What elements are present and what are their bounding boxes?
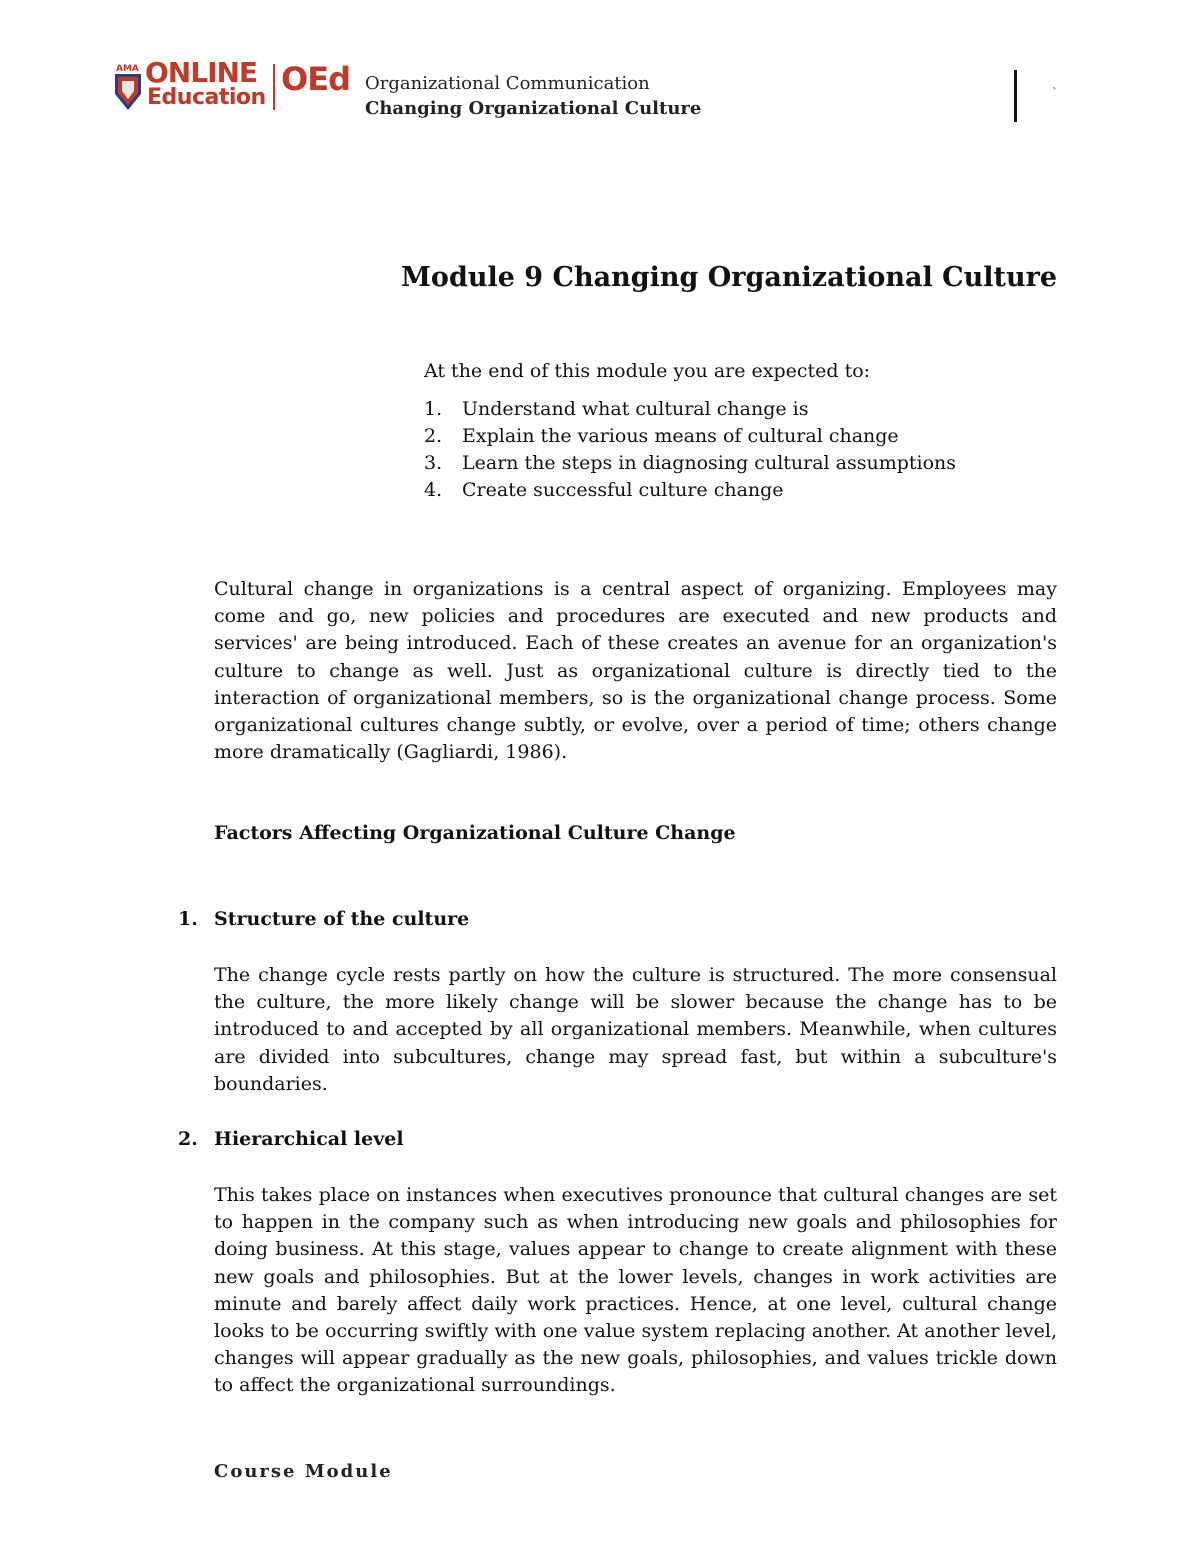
factors-heading: Factors Affecting Organizational Culture Change	[214, 822, 736, 844]
section-heading-structure	[178, 908, 469, 930]
list-item	[424, 450, 956, 477]
list-item-number: 3.	[424, 452, 443, 474]
online-education-logo	[113, 58, 353, 116]
objectives-intro: At the end of this module you are expected to:	[424, 360, 871, 382]
list-item-text: Explain the various means of cultural change	[462, 425, 899, 447]
section-body-hierarchical: This takes place on instances when executives pronounce that cultural changes are set to happen in the company such as when introducing new goals and philosophies for doing business. At this stage, values appear to change to create alignment with these new goals and philosophies. But at the lower levels, changes in work activities are minute and barely affect daily work practices. Hence, at one level, cultural change looks to be occurring swiftly with one value system replacing another. At another level, changes will appear gradually as the new goals, philosophies, and values trickle down to affect the organizational surroundings.	[214, 1184, 1057, 1397]
header-divider-bar	[1014, 70, 1017, 122]
list-item-text: Create successful culture change	[462, 479, 784, 501]
shield-crest-icon	[113, 60, 143, 112]
section-heading-text: Hierarchical level	[214, 1128, 404, 1150]
header-page-mark: `	[1052, 86, 1058, 100]
list-item	[424, 396, 956, 423]
svg-text:AMA: AMA	[116, 64, 139, 74]
header-course-name: Organizational Communication	[365, 73, 650, 94]
intro-paragraph: Cultural change in organizations is a central aspect of organizing. Employees may come and go, new policies and procedures are executed and new products and services' are being introduced. Each of these creates an avenue for an organization's culture to change as well. Just as organizational culture is directly tied to the interaction of organizational members, so is the organizational change process. Some organizational cultures change subtly, or evolve, over a period of time; others change more dramatically (Gagliardi, 1986).	[214, 578, 1057, 764]
page-footer: Course Module	[214, 1461, 393, 1482]
list-item-number: 2.	[424, 425, 443, 447]
logo-education-text: Education	[147, 85, 266, 110]
list-item-text: Learn the steps in diagnosing cultural assumptions	[462, 452, 957, 474]
section-body-structure: The change cycle rests partly on how the culture is structured. The more consensual the culture, the more likely change will be slower because the change has to be introduced to and accepted by all organizational members. Meanwhile, when cultures are divided into subcultures, change may spread fast, but within a subculture's boundaries.	[214, 964, 1057, 1095]
header-topic: Changing Organizational Culture	[365, 98, 702, 119]
list-item	[424, 423, 956, 450]
page-header	[0, 0, 1200, 140]
section-heading-hierarchical	[178, 1128, 404, 1150]
section-number: 2.	[178, 1128, 198, 1150]
section-heading-text: Structure of the culture	[214, 908, 470, 930]
logo-oed-text: OEd	[281, 60, 350, 98]
list-item-number: 4.	[424, 479, 443, 501]
logo-divider	[273, 64, 275, 110]
logo-online-text: ONLINE	[145, 56, 258, 89]
page-title: Module 9 Changing Organizational Culture	[401, 262, 1057, 293]
objectives-list	[424, 396, 956, 504]
list-item	[424, 477, 956, 504]
section-number: 1.	[178, 908, 198, 930]
list-item-text: Understand what cultural change is	[462, 398, 809, 420]
list-item-number: 1.	[424, 398, 443, 420]
